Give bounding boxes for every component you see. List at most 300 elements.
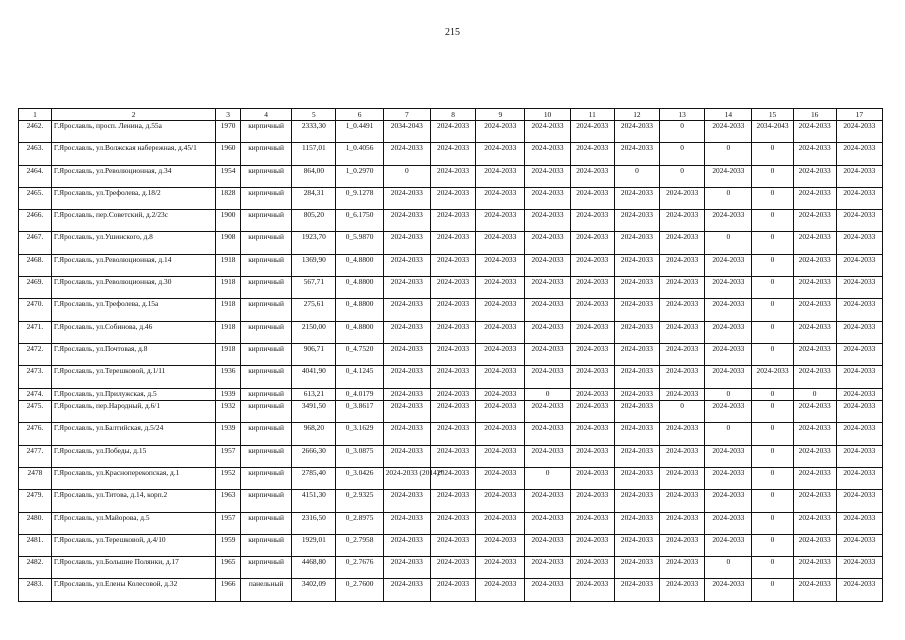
col8-cell: 2024-2033 xyxy=(430,343,475,365)
col10-cell: 0 xyxy=(525,388,570,401)
row-number: 2471. xyxy=(19,321,52,343)
col12-cell: 2024-2033 xyxy=(614,232,659,254)
col10-cell: 2024-2033 xyxy=(525,210,570,232)
col10-cell: 0 xyxy=(525,467,570,489)
col7-cell: 2024-2033 xyxy=(383,534,430,556)
table-row xyxy=(19,343,883,365)
col12-cell: 2024-2033 xyxy=(614,121,659,143)
column-header: 9 xyxy=(476,109,525,121)
col17-cell: 2024-2033 xyxy=(836,467,882,489)
col13-cell: 2024-2033 xyxy=(660,467,705,489)
area-cell: 284,31 xyxy=(292,187,336,209)
year-cell: 1908 xyxy=(216,232,241,254)
col16-cell: 2024-2033 xyxy=(793,401,836,423)
address-cell: Г.Ярославль, ул.Революционная, д.14 xyxy=(51,254,215,276)
index-cell: 0_2.8975 xyxy=(336,512,383,534)
col9-cell: 2024-2033 xyxy=(476,299,525,321)
col8-cell: 2024-2033 xyxy=(430,445,475,467)
col7-cell: 2024-2033 xyxy=(383,579,430,601)
col12-cell: 2024-2033 xyxy=(614,343,659,365)
housing-register-table xyxy=(18,108,883,602)
row-number: 2472. xyxy=(19,343,52,365)
address-cell: Г.Ярославль, ул.Трефолева, д.18/2 xyxy=(51,187,215,209)
col8-cell: 2024-2033 xyxy=(430,490,475,512)
col12-cell: 2024-2033 xyxy=(614,401,659,423)
col17-cell: 2024-2033 xyxy=(836,401,882,423)
col11-cell: 2024-2033 xyxy=(570,401,614,423)
col10-cell: 2024-2033 xyxy=(525,423,570,445)
col11-cell: 2024-2033 xyxy=(570,467,614,489)
col10-cell: 2024-2033 xyxy=(525,187,570,209)
col14-cell: 2024-2033 xyxy=(705,490,752,512)
col14-cell: 2024-2033 xyxy=(705,445,752,467)
col9-cell: 2024-2033 xyxy=(476,512,525,534)
index-cell: 0_2.9325 xyxy=(336,490,383,512)
col15-cell: 0 xyxy=(752,187,793,209)
col11-cell: 2024-2033 xyxy=(570,534,614,556)
col14-cell: 2024-2033 xyxy=(705,366,752,388)
col9-cell: 2024-2033 xyxy=(476,210,525,232)
table-row xyxy=(19,490,883,512)
col7-cell: 2024-2033 (2014)* xyxy=(383,467,430,489)
table-row xyxy=(19,534,883,556)
year-cell: 1963 xyxy=(216,490,241,512)
row-number: 2467. xyxy=(19,232,52,254)
col15-cell: 0 xyxy=(752,388,793,401)
col7-cell: 2024-2033 xyxy=(383,401,430,423)
address-cell: Г.Ярославль, ул.Майорова, д.5 xyxy=(51,512,215,534)
column-header: 12 xyxy=(614,109,659,121)
year-cell: 1966 xyxy=(216,579,241,601)
col11-cell: 2024-2033 xyxy=(570,143,614,165)
col15-cell: 2034-2043 xyxy=(752,121,793,143)
material-cell: кирпичный xyxy=(240,254,291,276)
area-cell: 2333,30 xyxy=(292,121,336,143)
col11-cell: 2024-2033 xyxy=(570,579,614,601)
column-header: 14 xyxy=(705,109,752,121)
col9-cell: 2024-2033 xyxy=(476,388,525,401)
col7-cell: 2024-2033 xyxy=(383,210,430,232)
col12-cell: 2024-2033 xyxy=(614,534,659,556)
area-cell: 2150,00 xyxy=(292,321,336,343)
col8-cell: 2024-2033 xyxy=(430,299,475,321)
material-cell: кирпичный xyxy=(240,321,291,343)
table-row xyxy=(19,299,883,321)
area-cell: 2666,30 xyxy=(292,445,336,467)
col10-cell: 2024-2033 xyxy=(525,557,570,579)
area-cell: 1929,01 xyxy=(292,534,336,556)
address-cell: Г.Ярославль, ул.Революционная, д.30 xyxy=(51,277,215,299)
col13-cell: 2024-2033 xyxy=(660,277,705,299)
col7-cell: 2024-2033 xyxy=(383,423,430,445)
col13-cell: 2024-2033 xyxy=(660,512,705,534)
col16-cell: 2024-2033 xyxy=(793,143,836,165)
row-number: 2474. xyxy=(19,388,52,401)
col7-cell: 2024-2033 xyxy=(383,512,430,534)
col10-cell: 2024-2033 xyxy=(525,321,570,343)
col13-cell: 2024-2033 xyxy=(660,210,705,232)
year-cell: 1918 xyxy=(216,343,241,365)
col15-cell: 0 xyxy=(752,277,793,299)
col13-cell: 0 xyxy=(660,165,705,187)
material-cell: кирпичный xyxy=(240,165,291,187)
column-header: 10 xyxy=(525,109,570,121)
col14-cell: 2024-2033 xyxy=(705,254,752,276)
column-header: 5 xyxy=(292,109,336,121)
index-cell: 0_4.8800 xyxy=(336,277,383,299)
col11-cell: 2024-2033 xyxy=(570,299,614,321)
material-cell: кирпичный xyxy=(240,423,291,445)
col16-cell: 2024-2033 xyxy=(793,343,836,365)
col8-cell: 2024-2033 xyxy=(430,579,475,601)
col14-cell: 2024-2033 xyxy=(705,343,752,365)
index-cell: 0_4.0179 xyxy=(336,388,383,401)
col17-cell: 2024-2033 xyxy=(836,277,882,299)
col8-cell: 2024-2033 xyxy=(430,121,475,143)
col12-cell: 2024-2033 xyxy=(614,321,659,343)
col8-cell: 2024-2033 xyxy=(430,512,475,534)
col10-cell: 2024-2033 xyxy=(525,343,570,365)
col13-cell: 0 xyxy=(660,143,705,165)
col13-cell: 2024-2033 xyxy=(660,343,705,365)
col11-cell: 2024-2033 xyxy=(570,557,614,579)
col13-cell: 2024-2033 xyxy=(660,232,705,254)
material-cell: кирпичный xyxy=(240,534,291,556)
material-cell: кирпичный xyxy=(240,401,291,423)
address-cell: Г.Ярославль, ул.Красноперекопская, д.1 xyxy=(51,467,215,489)
col7-cell: 2024-2033 xyxy=(383,445,430,467)
col9-cell: 2024-2033 xyxy=(476,121,525,143)
row-number: 2478 xyxy=(19,467,52,489)
col9-cell: 2024-2033 xyxy=(476,343,525,365)
col13-cell: 2024-2033 xyxy=(660,445,705,467)
col13-cell: 2024-2033 xyxy=(660,187,705,209)
col16-cell: 2024-2033 xyxy=(793,299,836,321)
col13-cell: 2024-2033 xyxy=(660,557,705,579)
material-cell: кирпичный xyxy=(240,467,291,489)
col14-cell: 2024-2033 xyxy=(705,512,752,534)
col12-cell: 2024-2033 xyxy=(614,366,659,388)
material-cell: кирпичный xyxy=(240,277,291,299)
col13-cell: 2024-2033 xyxy=(660,299,705,321)
col11-cell: 2024-2033 xyxy=(570,121,614,143)
index-cell: 0_4.7520 xyxy=(336,343,383,365)
col11-cell: 2024-2033 xyxy=(570,388,614,401)
material-cell: кирпичный xyxy=(240,557,291,579)
year-cell: 1939 xyxy=(216,423,241,445)
table-row xyxy=(19,143,883,165)
col17-cell: 2024-2033 xyxy=(836,232,882,254)
col7-cell: 2024-2033 xyxy=(383,254,430,276)
col17-cell: 2024-2033 xyxy=(836,343,882,365)
col15-cell: 0 xyxy=(752,143,793,165)
col9-cell: 2024-2033 xyxy=(476,534,525,556)
col9-cell: 2024-2033 xyxy=(476,467,525,489)
col10-cell: 2024-2033 xyxy=(525,366,570,388)
col11-cell: 2024-2033 xyxy=(570,232,614,254)
col15-cell: 0 xyxy=(752,490,793,512)
col11-cell: 2024-2033 xyxy=(570,423,614,445)
col8-cell: 2024-2033 xyxy=(430,187,475,209)
col16-cell: 2024-2033 xyxy=(793,490,836,512)
col7-cell: 2024-2033 xyxy=(383,143,430,165)
col17-cell: 2024-2033 xyxy=(836,512,882,534)
column-header: 3 xyxy=(216,109,241,121)
year-cell: 1828 xyxy=(216,187,241,209)
col17-cell: 2024-2033 xyxy=(836,187,882,209)
year-cell: 1918 xyxy=(216,277,241,299)
material-cell: панельный xyxy=(240,579,291,601)
col17-cell: 2024-2033 xyxy=(836,165,882,187)
col16-cell: 2024-2033 xyxy=(793,254,836,276)
row-number: 2475. xyxy=(19,401,52,423)
area-cell: 968,20 xyxy=(292,423,336,445)
col10-cell: 2024-2033 xyxy=(525,299,570,321)
col7-cell: 2024-2033 xyxy=(383,232,430,254)
index-cell: 1_0.2970 xyxy=(336,165,383,187)
col8-cell: 2024-2033 xyxy=(430,277,475,299)
col16-cell: 2024-2033 xyxy=(793,165,836,187)
col10-cell: 2024-2033 xyxy=(525,121,570,143)
address-cell: Г.Ярославль, ул.Победы, д.15 xyxy=(51,445,215,467)
year-cell: 1954 xyxy=(216,165,241,187)
col11-cell: 2024-2033 xyxy=(570,187,614,209)
table-body xyxy=(19,121,883,602)
col15-cell: 0 xyxy=(752,254,793,276)
col14-cell: 2024-2033 xyxy=(705,579,752,601)
col15-cell: 0 xyxy=(752,232,793,254)
table-row xyxy=(19,401,883,423)
table-row xyxy=(19,210,883,232)
col9-cell: 2024-2033 xyxy=(476,232,525,254)
row-number: 2483. xyxy=(19,579,52,601)
col10-cell: 2024-2033 xyxy=(525,445,570,467)
col7-cell: 2024-2033 xyxy=(383,343,430,365)
col7-cell: 2024-2033 xyxy=(383,277,430,299)
col15-cell: 2024-2033 xyxy=(752,366,793,388)
year-cell: 1939 xyxy=(216,388,241,401)
col13-cell: 2024-2033 xyxy=(660,366,705,388)
area-cell: 4468,80 xyxy=(292,557,336,579)
col10-cell: 2024-2033 xyxy=(525,401,570,423)
col11-cell: 2024-2033 xyxy=(570,254,614,276)
table-row xyxy=(19,388,883,401)
col15-cell: 0 xyxy=(752,579,793,601)
year-cell: 1900 xyxy=(216,210,241,232)
col12-cell: 2024-2033 xyxy=(614,277,659,299)
col11-cell: 2024-2033 xyxy=(570,366,614,388)
col9-cell: 2024-2033 xyxy=(476,277,525,299)
col14-cell: 2024-2033 xyxy=(705,401,752,423)
col17-cell: 2024-2033 xyxy=(836,579,882,601)
col14-cell: 0 xyxy=(705,187,752,209)
table-row xyxy=(19,165,883,187)
address-cell: Г.Ярославль, ул.Большие Полянки, д.17 xyxy=(51,557,215,579)
year-cell: 1957 xyxy=(216,512,241,534)
col16-cell: 2024-2033 xyxy=(793,277,836,299)
col12-cell: 2024-2033 xyxy=(614,254,659,276)
col13-cell: 2024-2033 xyxy=(660,579,705,601)
table-row xyxy=(19,579,883,601)
col12-cell: 2024-2033 xyxy=(614,445,659,467)
address-cell: Г.Ярославль, ул.Терешковой, д.1/11 xyxy=(51,366,215,388)
col17-cell: 2024-2033 xyxy=(836,143,882,165)
col13-cell: 2024-2033 xyxy=(660,534,705,556)
col12-cell: 2024-2033 xyxy=(614,423,659,445)
col8-cell: 2024-2033 xyxy=(430,388,475,401)
index-cell: 0_3.1629 xyxy=(336,423,383,445)
col9-cell: 2024-2033 xyxy=(476,557,525,579)
col8-cell: 2024-2033 xyxy=(430,557,475,579)
table-row xyxy=(19,512,883,534)
col15-cell: 0 xyxy=(752,210,793,232)
col9-cell: 2024-2033 xyxy=(476,401,525,423)
col15-cell: 0 xyxy=(752,401,793,423)
col7-cell: 2024-2033 xyxy=(383,388,430,401)
col15-cell: 0 xyxy=(752,534,793,556)
col16-cell: 2024-2033 xyxy=(793,445,836,467)
row-number: 2465. xyxy=(19,187,52,209)
area-cell: 2316,50 xyxy=(292,512,336,534)
area-cell: 275,61 xyxy=(292,299,336,321)
page-number: 215 xyxy=(445,27,460,38)
col9-cell: 2024-2033 xyxy=(476,490,525,512)
col8-cell: 2024-2033 xyxy=(430,321,475,343)
col12-cell: 2024-2033 xyxy=(614,187,659,209)
index-cell: 0_4.8800 xyxy=(336,254,383,276)
col7-cell: 2024-2033 xyxy=(383,490,430,512)
col16-cell: 2024-2033 xyxy=(793,423,836,445)
year-cell: 1918 xyxy=(216,254,241,276)
col8-cell: 2024-2033 xyxy=(430,467,475,489)
index-cell: 0_6.1750 xyxy=(336,210,383,232)
index-cell: 0_9.1278 xyxy=(336,187,383,209)
column-header: 7 xyxy=(383,109,430,121)
table-row xyxy=(19,321,883,343)
col12-cell: 2024-2033 xyxy=(614,579,659,601)
row-number: 2476. xyxy=(19,423,52,445)
year-cell: 1960 xyxy=(216,143,241,165)
col17-cell: 2024-2033 xyxy=(836,534,882,556)
col8-cell: 2024-2033 xyxy=(430,165,475,187)
address-cell: Г.Ярославль, пер.Советский, д.2/23с xyxy=(51,210,215,232)
col15-cell: 0 xyxy=(752,321,793,343)
col16-cell: 2024-2033 xyxy=(793,232,836,254)
col17-cell: 2024-2033 xyxy=(836,121,882,143)
col12-cell: 2024-2033 xyxy=(614,299,659,321)
col11-cell: 2024-2033 xyxy=(570,445,614,467)
col10-cell: 2024-2033 xyxy=(525,254,570,276)
index-cell: 0_4.8800 xyxy=(336,299,383,321)
col14-cell: 0 xyxy=(705,557,752,579)
col9-cell: 2024-2033 xyxy=(476,445,525,467)
material-cell: кирпичный xyxy=(240,232,291,254)
index-cell: 0_5.9870 xyxy=(336,232,383,254)
area-cell: 4151,30 xyxy=(292,490,336,512)
address-cell: Г.Ярославль, ул.Волжская набережная, д.45/1 xyxy=(51,143,215,165)
col8-cell: 2024-2033 xyxy=(430,143,475,165)
column-header: 13 xyxy=(660,109,705,121)
col9-cell: 2024-2033 xyxy=(476,165,525,187)
index-cell: 0_4.8800 xyxy=(336,321,383,343)
col12-cell: 2024-2033 xyxy=(614,490,659,512)
area-cell: 864,00 xyxy=(292,165,336,187)
col8-cell: 2024-2033 xyxy=(430,254,475,276)
col14-cell: 0 xyxy=(705,388,752,401)
col14-cell: 0 xyxy=(705,232,752,254)
year-cell: 1965 xyxy=(216,557,241,579)
col10-cell: 2024-2033 xyxy=(525,277,570,299)
area-cell: 3491,50 xyxy=(292,401,336,423)
address-cell: Г.Ярославль, ул.Почтовая, д.8 xyxy=(51,343,215,365)
col10-cell: 2024-2033 xyxy=(525,165,570,187)
table-row xyxy=(19,445,883,467)
col16-cell: 2024-2033 xyxy=(793,187,836,209)
col12-cell: 2024-2033 xyxy=(614,143,659,165)
area-cell: 1369,90 xyxy=(292,254,336,276)
col15-cell: 0 xyxy=(752,467,793,489)
material-cell: кирпичный xyxy=(240,512,291,534)
col9-cell: 2024-2033 xyxy=(476,187,525,209)
index-cell: 1_0.4491 xyxy=(336,121,383,143)
col16-cell: 0 xyxy=(793,388,836,401)
col7-cell: 2024-2033 xyxy=(383,557,430,579)
column-header: 1 xyxy=(19,109,52,121)
col8-cell: 2024-2033 xyxy=(430,232,475,254)
col7-cell: 2034-2043 xyxy=(383,121,430,143)
column-header: 8 xyxy=(430,109,475,121)
index-cell: 0_2.7676 xyxy=(336,557,383,579)
col15-cell: 0 xyxy=(752,557,793,579)
material-cell: кирпичный xyxy=(240,343,291,365)
col13-cell: 2024-2033 xyxy=(660,423,705,445)
row-number: 2482. xyxy=(19,557,52,579)
material-cell: кирпичный xyxy=(240,187,291,209)
address-cell: Г.Ярославль, ул.Елены Колесовой, д.32 xyxy=(51,579,215,601)
col8-cell: 2024-2033 xyxy=(430,210,475,232)
col13-cell: 2024-2033 xyxy=(660,388,705,401)
table-row xyxy=(19,277,883,299)
col16-cell: 2024-2033 xyxy=(793,512,836,534)
col11-cell: 2024-2033 xyxy=(570,277,614,299)
col8-cell: 2024-2033 xyxy=(430,401,475,423)
col14-cell: 0 xyxy=(705,423,752,445)
year-cell: 1932 xyxy=(216,401,241,423)
area-cell: 805,20 xyxy=(292,210,336,232)
col14-cell: 2024-2033 xyxy=(705,534,752,556)
col16-cell: 2024-2033 xyxy=(793,321,836,343)
col14-cell: 0 xyxy=(705,143,752,165)
area-cell: 3402,09 xyxy=(292,579,336,601)
table-row xyxy=(19,187,883,209)
address-cell: Г.Ярославль, ул.Трефолева, д.15а xyxy=(51,299,215,321)
col17-cell: 2024-2033 xyxy=(836,299,882,321)
index-cell: 0_3.0875 xyxy=(336,445,383,467)
col16-cell: 2024-2033 xyxy=(793,210,836,232)
address-cell: Г.Ярославль, ул.Прилужская, д.5 xyxy=(51,388,215,401)
area-cell: 2785,40 xyxy=(292,467,336,489)
row-number: 2462. xyxy=(19,121,52,143)
col13-cell: 0 xyxy=(660,401,705,423)
table-row xyxy=(19,232,883,254)
col16-cell: 2024-2033 xyxy=(793,557,836,579)
col15-cell: 0 xyxy=(752,165,793,187)
col12-cell: 0 xyxy=(614,165,659,187)
col14-cell: 2024-2033 xyxy=(705,467,752,489)
area-cell: 1923,70 xyxy=(292,232,336,254)
material-cell: кирпичный xyxy=(240,366,291,388)
address-cell: Г.Ярославль, ул.Собинова, д.46 xyxy=(51,321,215,343)
